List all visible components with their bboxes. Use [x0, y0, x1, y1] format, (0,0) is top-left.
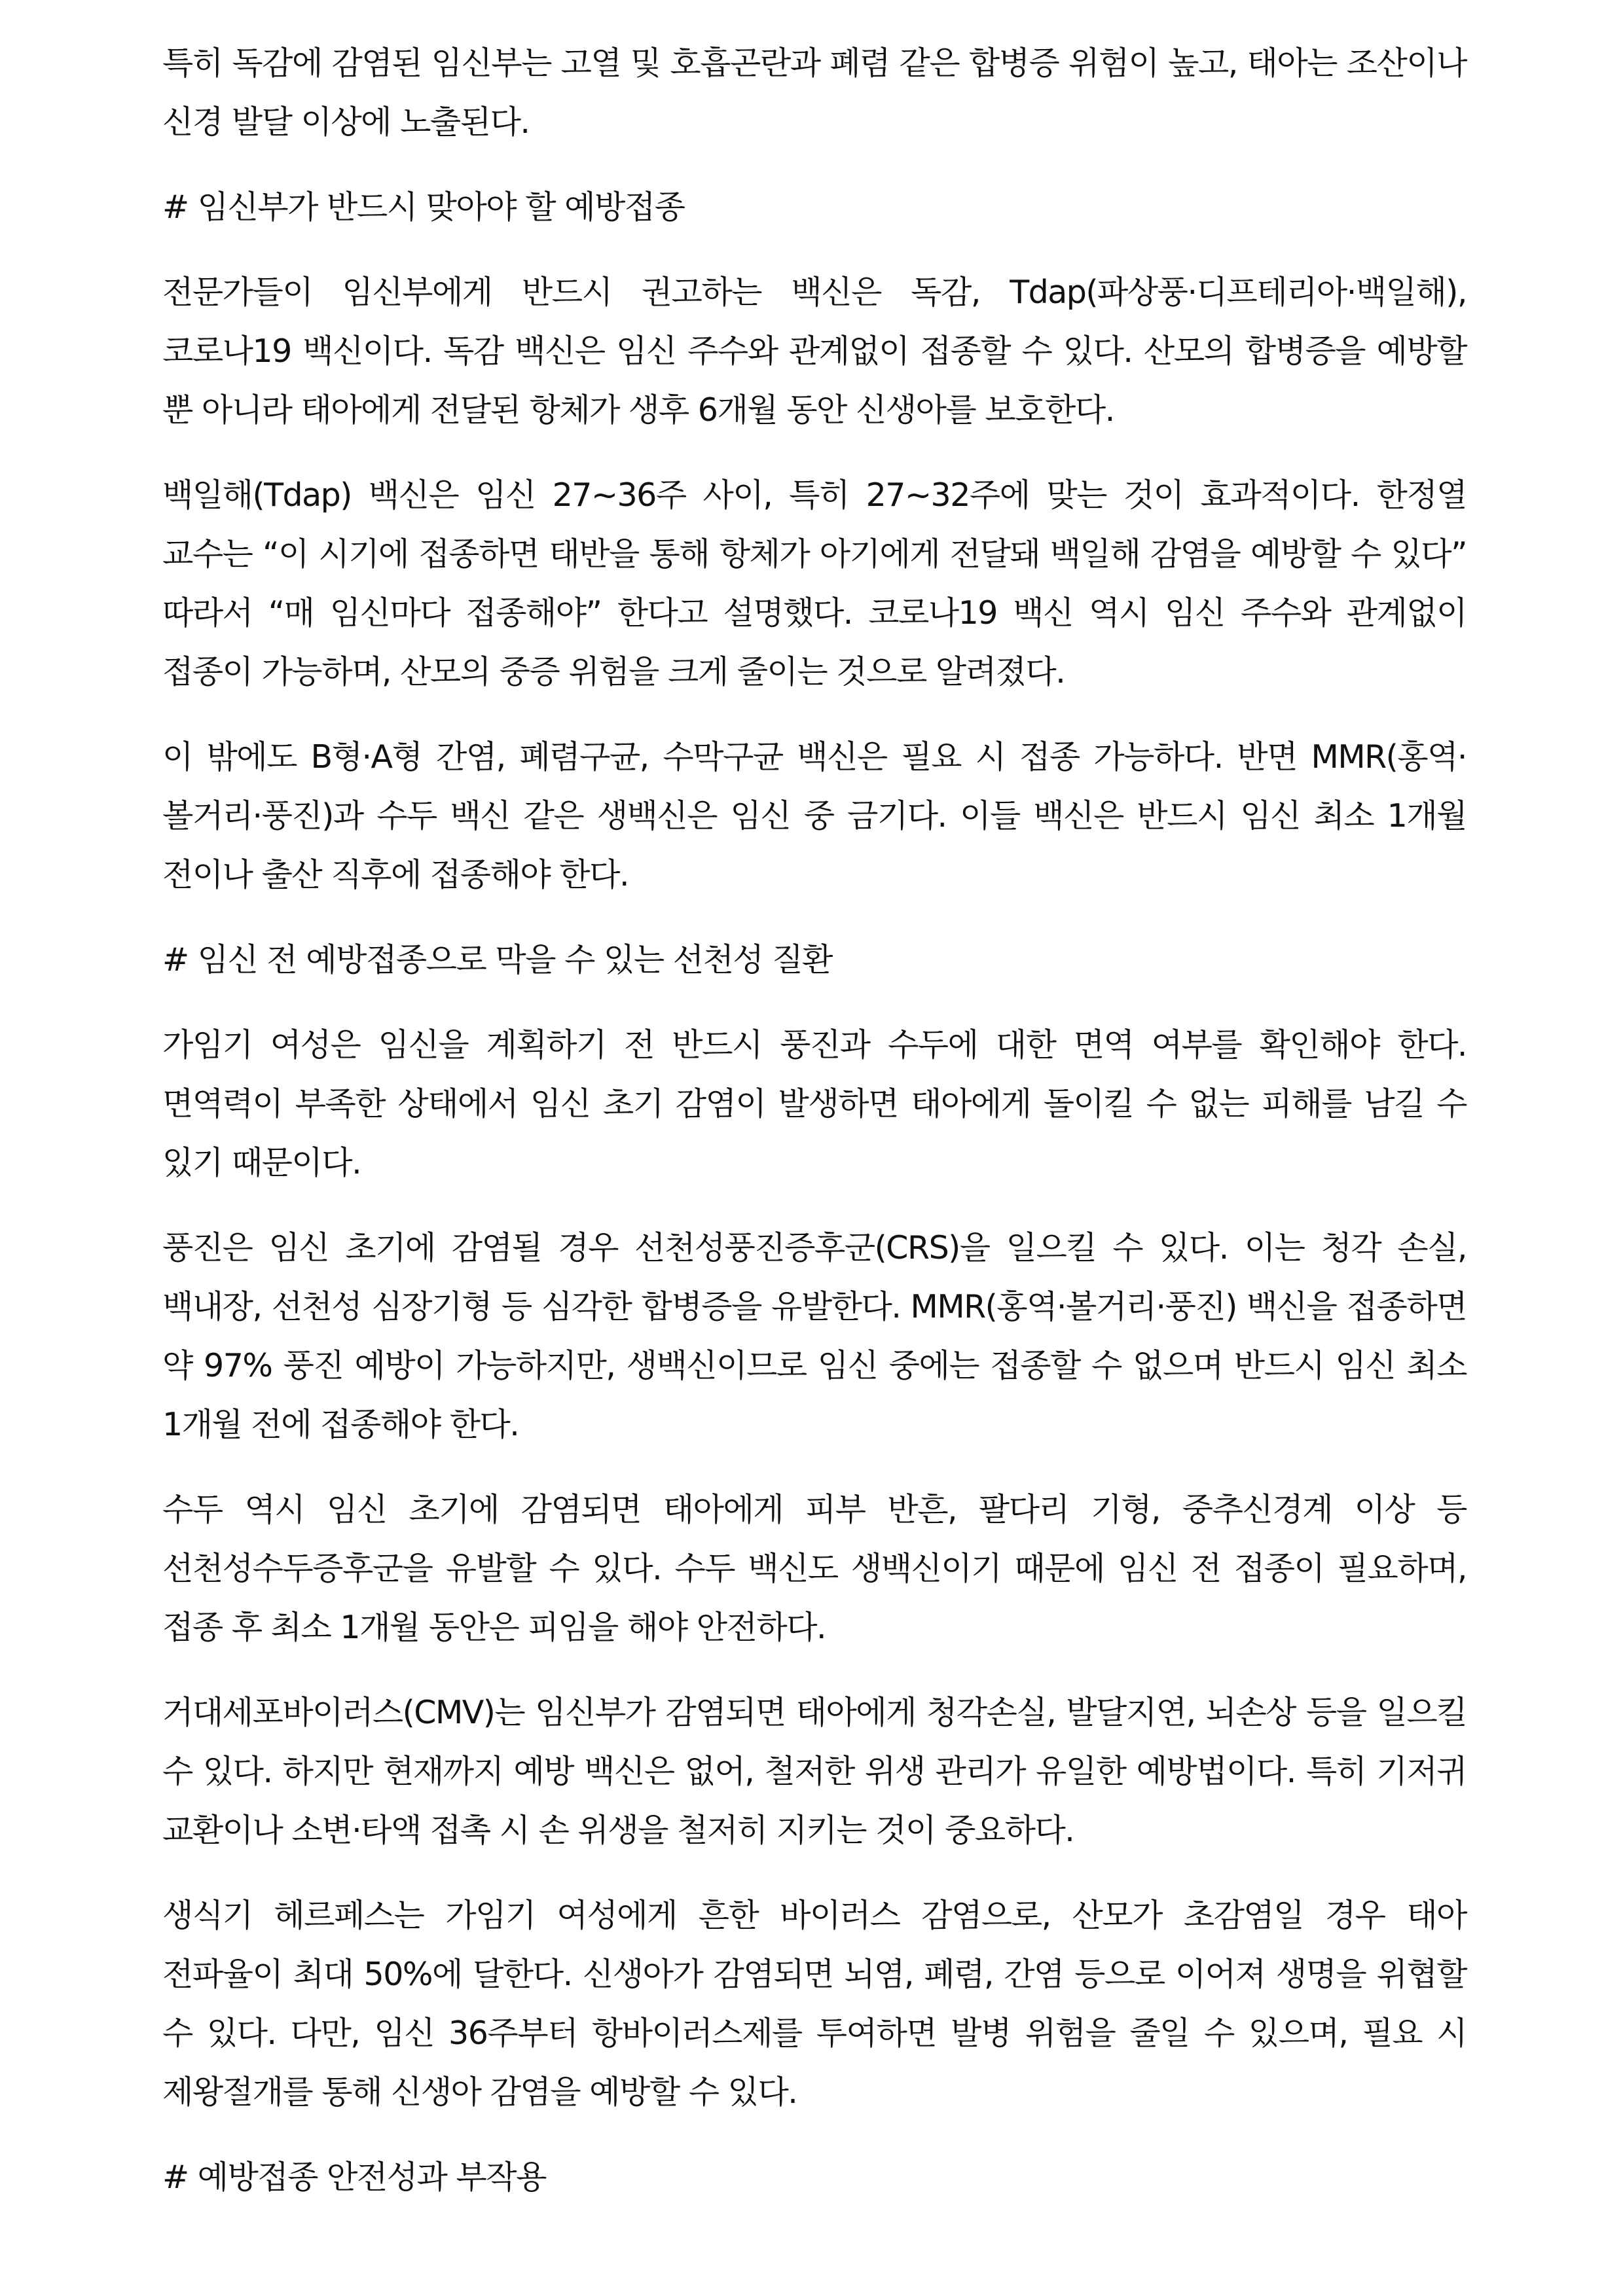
section-heading-required-vaccines: # 임신부가 반드시 맞아야 할 예방접종	[162, 188, 685, 226]
paragraph-recommended-vaccines: 전문가들이 임신부에게 반드시 권고하는 백신은 독감, Tdap(파상풍·디프테리아·백일해), 코로나19 백신이다. 독감 백신은 임신 주수와 관계없이 접종할 수 있다. 산모의 합병증을 예방할 뿐 아니라 태아에게 전달된 항체가 생후 6개월 동안 신생아를 보호한다.	[162, 274, 1467, 429]
paragraph-tdap-timing: 백일해(Tdap) 백신은 임신 27~36주 사이, 특히 27~32주에 맞는 것이 효과적이다. 한정열 교수는 “이 시기에 접종하면 태반을 통해 항체가 아기에게 전달돼 백일해 감염을 예방할 수 있다” 따라서 “매 임신마다 접종해야” 한다고 설명했다. 코로나19 백신 역시 임신 주수와 관계없이 접종이 가능하며, 산모의 중증 위험을 크게 줄이는 것으로 알려졌다.	[162, 476, 1467, 691]
paragraph-varicella: 수두 역시 임신 초기에 감염되면 태아에게 피부 반흔, 팔다리 기형, 중추신경계 이상 등 선천성수두증후군을 유발할 수 있다. 수두 백신도 생백신이기 때문에 임신 전 접종이 필요하며, 접종 후 최소 1개월 동안은 피임을 해야 안전하다.	[162, 1491, 1467, 1646]
section-heading-congenital-diseases: # 임신 전 예방접종으로 막을 수 있는 선천성 질환	[162, 941, 833, 978]
paragraph-cmv: 거대세포바이러스(CMV)는 임신부가 감염되면 태아에게 청각손실, 발달지연, 뇌손상 등을 일으킬 수 있다. 하지만 현재까지 예방 백신은 없어, 철저한 위생 관리가 유일한 예방법이다. 특히 기저귀 교환이나 소변·타액 접촉 시 손 위생을 철저히 지키는 것이 중요하다.	[162, 1694, 1467, 1849]
paragraph-rubella: 풍진은 임신 초기에 감염될 경우 선천성풍진증후군(CRS)을 일으킬 수 있다. 이는 청각 손실, 백내장, 선천성 심장기형 등 심각한 합병증을 유발한다. MMR(홍역·볼거리·풍진) 백신을 접종하면 약 97% 풍진 예방이 가능하지만, 생백신이므로 임신 중에는 접종할 수 없으며 반드시 임신 최소 1개월 전에 접종해야 한다.	[162, 1229, 1467, 1443]
document-body	[162, 34, 1467, 2233]
paragraph-herpes: 생식기 헤르페스는 가임기 여성에게 흔한 바이러스 감염으로, 산모가 초감염일 경우 태아 전파율이 최대 50%에 달한다. 신생아가 감염되면 뇌염, 폐렴, 간염 등으로 이어져 생명을 위협할 수 있다. 다만, 임신 36주부터 항바이러스제를 투여하면 발병 위험을 줄일 수 있으며, 필요 시 제왕절개를 통해 신생아 감염을 예방할 수 있다.	[162, 1897, 1467, 2111]
paragraph-immunity-check: 가임기 여성은 임신을 계획하기 전 반드시 풍진과 수두에 대한 면역 여부를 확인해야 한다. 면역력이 부족한 상태에서 임신 초기 감염이 발생하면 태아에게 돌이킬 수 없는 피해를 남길 수 있기 때문이다.	[162, 1026, 1467, 1181]
section-heading-safety: # 예방접종 안전성과 부작용	[162, 2159, 546, 2196]
paragraph-other-vaccines: 이 밖에도 B형·A형 간염, 폐렴구균, 수막구균 백신은 필요 시 접종 가능하다. 반면 MMR(홍역·볼거리·풍진)과 수두 백신 같은 생백신은 임신 중 금기다. 이들 백신은 반드시 임신 최소 1개월 전이나 출산 직후에 접종해야 한다.	[162, 738, 1467, 893]
paragraph-flu-complications: 특히 독감에 감염된 임신부는 고열 및 호흡곤란과 폐렴 같은 합병증 위험이 높고, 태아는 조산이나 신경 발달 이상에 노출된다.	[162, 45, 1467, 141]
